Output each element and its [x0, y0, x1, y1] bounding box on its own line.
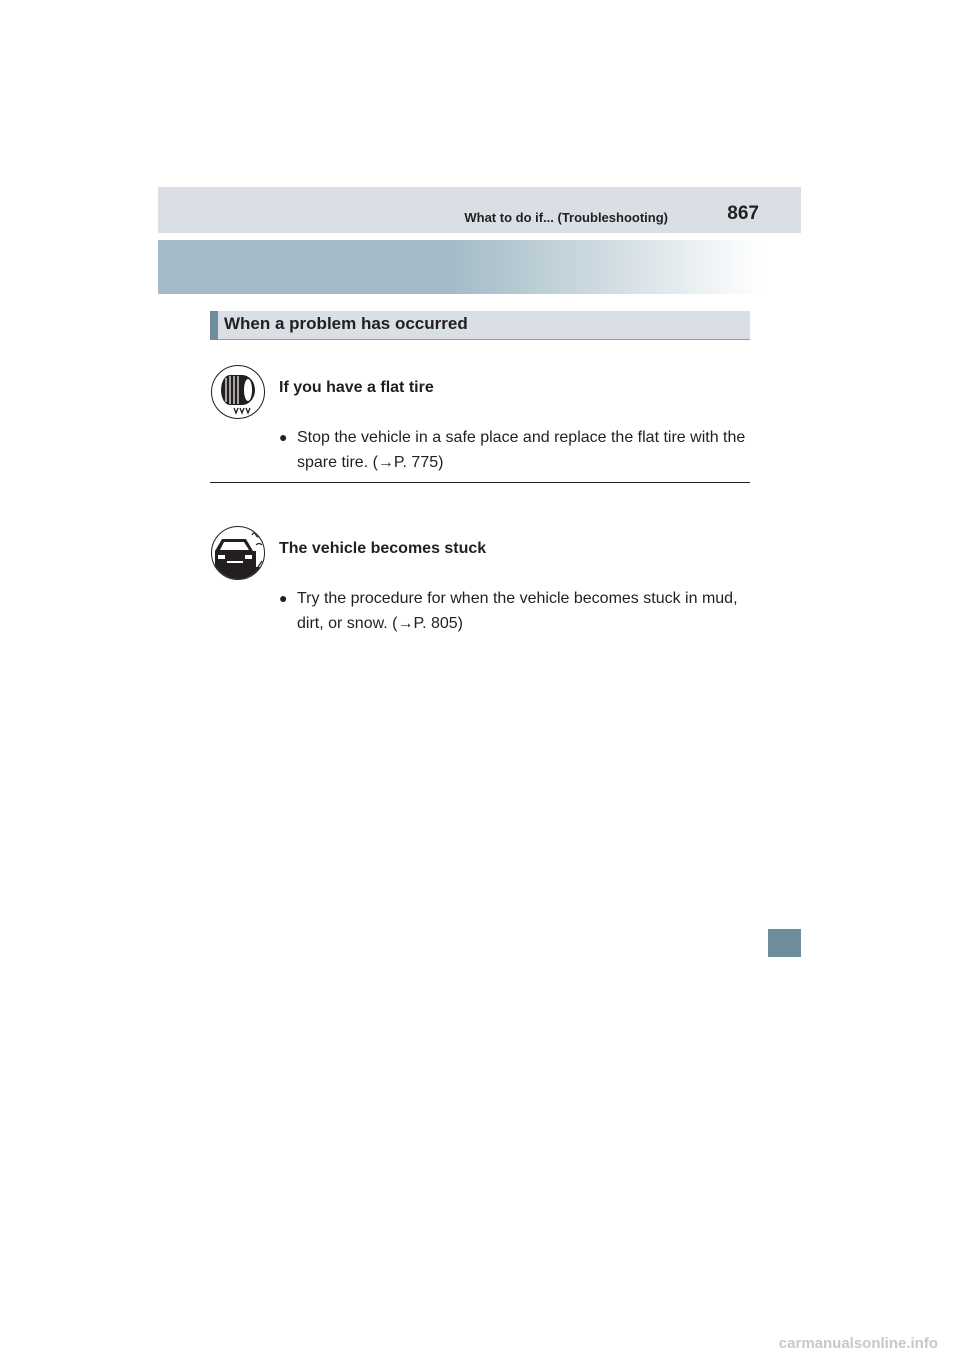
section-heading [210, 311, 750, 340]
page-number: 867 [727, 203, 759, 224]
watermark: carmanualsonline.info [778, 1335, 938, 1352]
bullet-text: Try the procedure for when the vehicle becomes stuck in mud, dirt, or snow. (→P. 805) [297, 590, 738, 632]
chapter-thumb-tab [768, 929, 801, 957]
stuck-vehicle-icon [211, 526, 265, 580]
item-title-flat-tire: If you have a flat tire [279, 379, 434, 396]
item-title-vehicle-stuck: The vehicle becomes stuck [279, 540, 487, 557]
chapter-banner [158, 240, 765, 294]
divider [210, 482, 750, 483]
list-item [279, 586, 749, 636]
bullet-icon: ● [279, 590, 288, 606]
page-header [158, 187, 801, 233]
section-title: When a problem has occurred [224, 314, 468, 333]
list-item [279, 425, 749, 475]
section-heading-bar [210, 311, 218, 340]
bullet-icon: ● [279, 429, 288, 445]
bullet-text: Stop the vehicle in a safe place and replace the flat tire with the spare tire. (→P. 775) [297, 429, 746, 471]
chapter-title: What to do if... (Troubleshooting) [464, 210, 668, 225]
flat-tire-icon [211, 365, 265, 419]
